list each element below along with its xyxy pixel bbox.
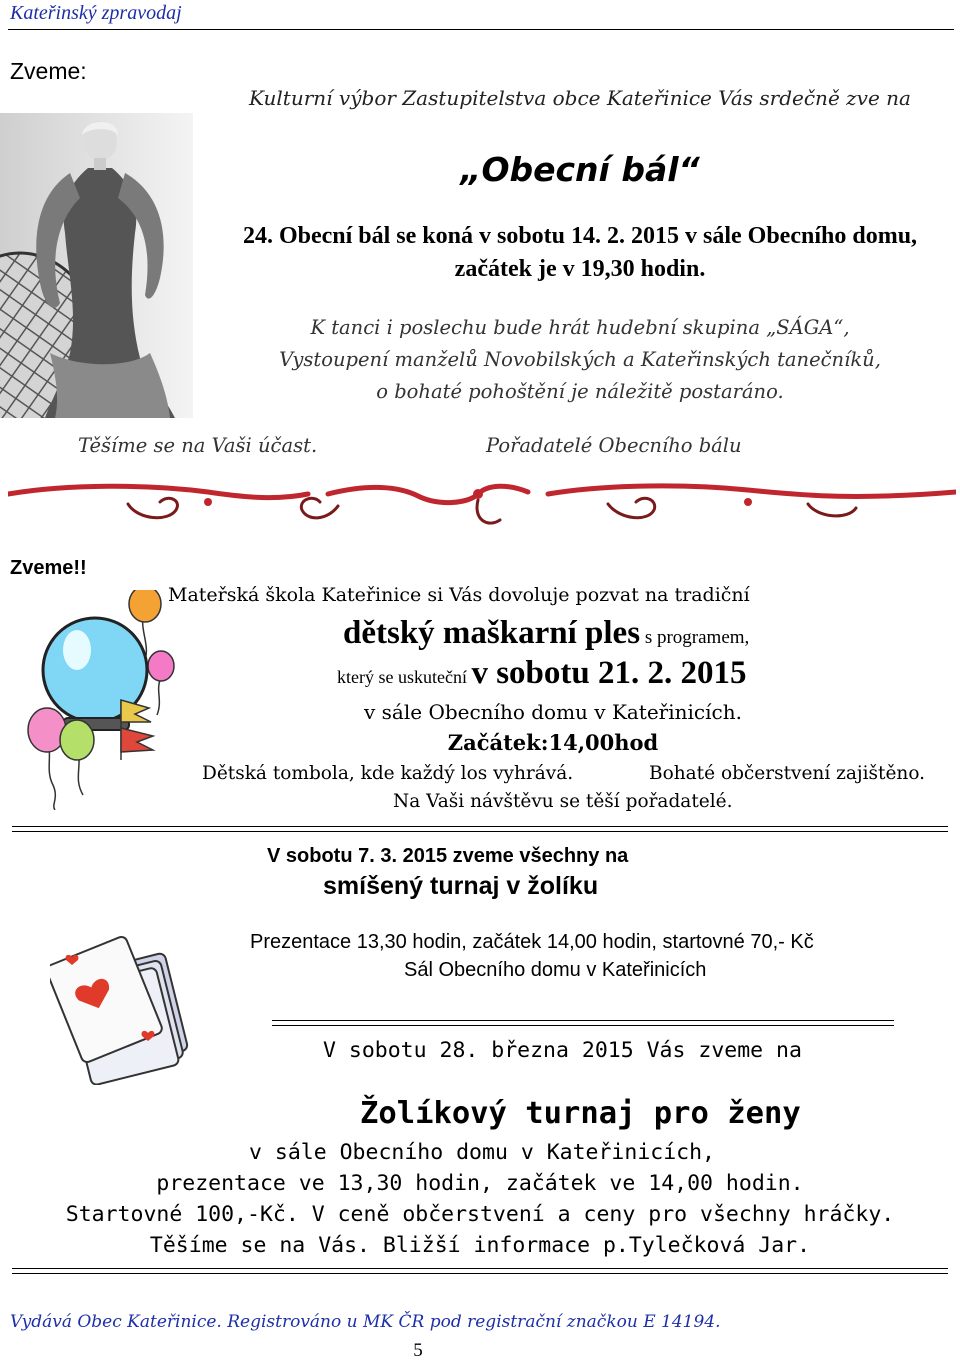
- masquerade-date-prefix: který se uskuteční: [337, 667, 472, 687]
- dashed-separator-1: [12, 826, 948, 832]
- women-date: V sobotu 28. března 2015 Vás zveme na: [323, 1038, 802, 1063]
- ball-music-info: [200, 312, 960, 408]
- women-line-4: Těšíme se na Vás. Bližší informace p.Tylečková Jar.: [149, 1233, 811, 1258]
- page-number: 5: [413, 1340, 423, 1361]
- women-line-1: v sále Obecního domu v Kateřinicích,: [249, 1140, 715, 1165]
- masquerade-venue: v sále Obecního domu v Kateřinicích.: [364, 700, 742, 724]
- zolik-title: smíšený turnaj v žolíku: [323, 872, 599, 900]
- ball-tesime-text: Těšíme se na Vaši účast.: [78, 434, 318, 457]
- ball-date-line-2: začátek je v 19,30 hodin.: [454, 256, 706, 282]
- dashed-separator-2: [272, 1020, 894, 1026]
- playing-cards-image: [50, 935, 190, 1085]
- footer-publisher: Vydává Obec Kateřinice. Registrováno u MK ČR pod registrační značkou E 14194.: [10, 1312, 721, 1332]
- masquerade-refreshments: Bohaté občerstvení zajištěno.: [649, 763, 926, 784]
- zolik-date: V sobotu 7. 3. 2015 zveme všechny na: [267, 845, 629, 867]
- ball-music-line-2: Vystoupení manželů Novobilských a Kateřinských tanečníků,: [279, 348, 881, 371]
- women-line-2: prezentace ve 13,30 hodin, začátek ve 14,00 hodin.: [156, 1171, 804, 1196]
- ball-title: „Obecní bál“: [460, 150, 700, 189]
- ball-organizers: Pořadatelé Obecního bálu: [486, 434, 742, 457]
- header-divider: [8, 29, 954, 30]
- masquerade-date-text: v sobotu 21. 2. 2015: [471, 655, 747, 691]
- ball-music-line-3: o bohaté pohoštění je náležitě postaráno.: [376, 380, 784, 403]
- masquerade-start: Začátek:14,00hod: [447, 730, 659, 755]
- ball-music-line-1: K tanci i poslechu bude hrát hudební skupina „SÁGA“,: [310, 316, 850, 339]
- dashed-separator-3: [12, 1268, 948, 1274]
- ball-date-info: [200, 220, 960, 286]
- masquerade-title-suffix: s programem,: [640, 627, 750, 648]
- masquerade-organizers: Na Vaši návštěvu se těší pořadatelé.: [393, 791, 733, 812]
- women-line-3: Startovné 100,-Kč. V ceně občerstvení a ceny pro všechny hráčky.: [65, 1202, 895, 1227]
- masquerade-title: [343, 615, 749, 652]
- woman-photo-image: [0, 113, 193, 418]
- masquerade-tombola: Dětská tombola, kde každý los vyhrává.: [202, 763, 574, 784]
- masquerade-intro: Mateřská škola Kateřinice si Vás dovoluje pozvat na tradiční: [168, 584, 750, 606]
- ornament-divider-image: [8, 470, 956, 532]
- zolik-registration: Prezentace 13,30 hodin, začátek 14,00 hodin, startovné 70,- Kč: [250, 931, 814, 953]
- ornament-divider: [8, 470, 956, 532]
- women-title: Žolíkový turnaj pro ženy: [360, 1096, 801, 1131]
- masquerade-zveme-heading: Zveme!!: [10, 557, 87, 579]
- newsletter-title: Kateřinský zpravodaj: [10, 2, 182, 24]
- ball-date-line-1: 24. Obecní bál se koná v sobotu 14. 2. 2015 v sále Obecního domu,: [242, 223, 918, 249]
- woman-photo: [0, 113, 193, 418]
- masquerade-title-text: dětský maškarní ples: [343, 615, 641, 651]
- ball-zveme-heading: Zveme:: [10, 58, 87, 84]
- masquerade-date: [337, 655, 747, 692]
- playing-cards-illustration: [50, 935, 190, 1085]
- ball-invite-text: Kulturní výbor Zastupitelstva obce Kateřinice Vás srdečně zve na: [249, 86, 911, 110]
- zolik-venue: Sál Obecního domu v Kateřinicích: [404, 959, 707, 981]
